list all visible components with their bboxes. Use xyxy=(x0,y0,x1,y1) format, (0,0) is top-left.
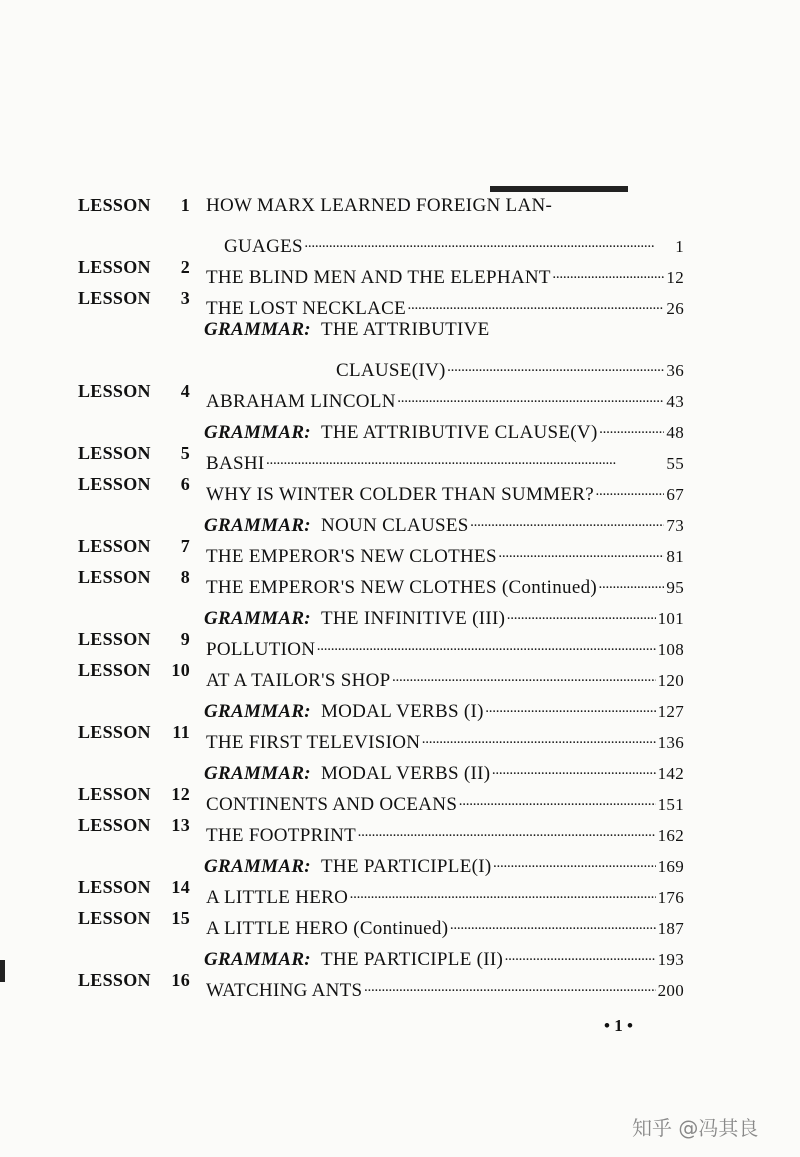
page-number: 108 xyxy=(657,640,684,659)
lesson-label: LESSON xyxy=(78,257,151,277)
page-number: 81 xyxy=(666,547,684,566)
lesson-label: LESSON xyxy=(78,195,151,215)
toc-row xyxy=(78,469,684,505)
toc-row xyxy=(78,283,684,319)
toc-row xyxy=(78,376,684,412)
dot-leader xyxy=(486,686,656,717)
page-number: 162 xyxy=(657,826,684,845)
toc-row xyxy=(78,779,684,815)
page-number: 127 xyxy=(657,702,684,721)
edge-mark xyxy=(0,960,5,982)
lesson-number: 4 xyxy=(180,381,190,401)
page-number: 36 xyxy=(666,361,684,380)
grammar-label: GRAMMAR: xyxy=(204,319,311,340)
table-of-contents xyxy=(78,190,684,1001)
lesson-number: 6 xyxy=(180,474,190,494)
page-number: 151 xyxy=(657,795,684,814)
entry-title: THE BLIND MEN AND THE ELEPHANT xyxy=(206,267,551,288)
entry-title: A LITTLE HERO xyxy=(206,887,349,908)
toc-row xyxy=(78,438,684,474)
page-number: 101 xyxy=(657,609,684,628)
page-folio: • 1 • xyxy=(604,1016,633,1035)
toc-row xyxy=(78,593,684,629)
lesson-number: 14 xyxy=(171,877,190,897)
entry-title: HOW MARX LEARNED FOREIGN LAN- xyxy=(206,195,553,216)
page-number: 200 xyxy=(657,981,684,1000)
dot-leader xyxy=(553,252,665,283)
entry-title: THE FOOTPRINT xyxy=(206,825,357,846)
dot-leader xyxy=(494,841,656,872)
toc-entry xyxy=(206,190,684,221)
page-number: 73 xyxy=(666,516,684,535)
entry-title: MODAL VERBS (II) xyxy=(320,763,491,784)
page-number: 193 xyxy=(657,950,684,969)
toc-row xyxy=(78,748,684,784)
lesson-label: LESSON xyxy=(78,381,151,401)
page-number: 26 xyxy=(666,299,684,318)
grammar-label: GRAMMAR: xyxy=(204,422,311,443)
toc-row xyxy=(78,345,684,381)
toc-row xyxy=(78,872,684,908)
lesson-number: 7 xyxy=(180,536,190,556)
dot-leader xyxy=(505,934,655,965)
page-number: 187 xyxy=(657,919,684,938)
entry-title: THE PARTICIPLE (II) xyxy=(320,949,504,970)
entry-title: THE FIRST TELEVISION xyxy=(206,732,421,753)
lesson-number: 12 xyxy=(171,784,190,804)
dot-leader xyxy=(596,469,664,500)
grammar-label: GRAMMAR: xyxy=(204,701,311,722)
dot-leader xyxy=(599,562,664,593)
entry-title: WHY IS WINTER COLDER THAN SUMMER? xyxy=(206,484,594,505)
dot-leader xyxy=(267,438,665,469)
toc-row xyxy=(78,221,684,257)
page-number: 120 xyxy=(657,671,684,690)
entry-title: WATCHING ANTS xyxy=(206,980,363,1001)
dot-leader xyxy=(492,748,655,779)
page-number: 12 xyxy=(666,268,684,287)
dot-leader xyxy=(448,345,665,376)
entry-title: BASHI xyxy=(206,453,265,474)
toc-row xyxy=(78,314,684,345)
lesson-number: 11 xyxy=(172,722,190,742)
entry-title: GUAGES xyxy=(224,236,303,257)
dot-leader xyxy=(471,500,665,531)
lesson-label: LESSON xyxy=(78,536,151,556)
toc-row xyxy=(78,190,684,221)
lesson-number: 13 xyxy=(171,815,190,835)
toc-row xyxy=(78,655,684,691)
dot-leader xyxy=(393,655,656,686)
entry-title: CLAUSE(IV) xyxy=(336,360,446,381)
dot-leader xyxy=(422,717,655,748)
toc-row xyxy=(78,562,684,598)
toc-row xyxy=(78,531,684,567)
page-number: 142 xyxy=(657,764,684,783)
lesson-label: LESSON xyxy=(78,567,151,587)
grammar-label: GRAMMAR: xyxy=(204,949,311,970)
dot-leader xyxy=(364,965,655,996)
page-number: 1 xyxy=(675,237,684,256)
lesson-number: 9 xyxy=(180,629,190,649)
toc-row xyxy=(78,934,684,970)
dot-leader xyxy=(408,283,664,314)
entry-title: THE ATTRIBUTIVE xyxy=(320,319,490,340)
page-number: 48 xyxy=(666,423,684,442)
toc-row xyxy=(78,624,684,660)
entry-title: CONTINENTS AND OCEANS xyxy=(206,794,458,815)
lesson-label: LESSON xyxy=(78,877,151,897)
page-number: 43 xyxy=(666,392,684,411)
toc-row xyxy=(78,810,684,846)
entry-title: NOUN CLAUSES xyxy=(320,515,469,536)
lesson-label: LESSON xyxy=(78,629,151,649)
dot-leader xyxy=(317,624,655,655)
lesson-label: LESSON xyxy=(78,474,151,494)
entry-title: THE EMPEROR'S NEW CLOTHES xyxy=(206,546,497,567)
page-number: 169 xyxy=(657,857,684,876)
lesson-label: LESSON xyxy=(78,815,151,835)
lesson-number: 8 xyxy=(180,567,190,587)
toc-entry xyxy=(206,965,684,1006)
lesson-number: 2 xyxy=(180,257,190,277)
page-number: 67 xyxy=(666,485,684,504)
dot-leader xyxy=(499,531,665,562)
lesson-number: 15 xyxy=(171,908,190,928)
entry-title: AT A TAILOR'S SHOP xyxy=(206,670,391,691)
page-number: 136 xyxy=(657,733,684,752)
entry-title: THE INFINITIVE (III) xyxy=(320,608,506,629)
entry-title: THE ATTRIBUTIVE CLAUSE(V) xyxy=(320,422,598,443)
grammar-label: GRAMMAR: xyxy=(204,856,311,877)
lesson-label: LESSON xyxy=(78,784,151,804)
dot-leader xyxy=(305,221,673,252)
toc-row xyxy=(78,965,684,1001)
dot-leader xyxy=(507,593,655,624)
dot-leader xyxy=(450,903,655,934)
entry-title: ABRAHAM LINCOLN xyxy=(206,391,396,412)
dot-leader xyxy=(398,376,665,407)
lesson-label: LESSON xyxy=(78,443,151,463)
lesson-label: LESSON xyxy=(78,722,151,742)
entry-title: THE EMPEROR'S NEW CLOTHES (Continued) xyxy=(206,577,597,598)
toc-row xyxy=(78,500,684,536)
dot-leader xyxy=(350,872,655,903)
grammar-label: GRAMMAR: xyxy=(204,515,311,536)
grammar-label: GRAMMAR: xyxy=(204,763,311,784)
watermark: 知乎 @冯其良 xyxy=(632,1116,759,1140)
lesson-number: 3 xyxy=(180,288,190,308)
entry-title: THE LOST NECKLACE xyxy=(206,298,407,319)
entry-title: A LITTLE HERO (Continued) xyxy=(206,918,449,939)
toc-entry xyxy=(204,314,684,345)
lesson-label: LESSON xyxy=(78,660,151,680)
dot-leader xyxy=(459,779,655,810)
toc-row xyxy=(78,686,684,722)
page-number: 176 xyxy=(657,888,684,907)
page-number: 95 xyxy=(666,578,684,597)
toc-row xyxy=(78,717,684,753)
grammar-label: GRAMMAR: xyxy=(204,608,311,629)
toc-row xyxy=(78,407,684,443)
lesson-label: LESSON xyxy=(78,970,151,990)
entry-title: MODAL VERBS (I) xyxy=(320,701,484,722)
entry-title: POLLUTION xyxy=(206,639,316,660)
dot-leader xyxy=(600,407,665,438)
lesson-number: 16 xyxy=(171,970,190,990)
toc-row xyxy=(78,903,684,939)
entry-title: THE PARTICIPLE(I) xyxy=(320,856,492,877)
lesson-number: 5 xyxy=(180,443,190,463)
toc-row xyxy=(78,252,684,288)
dot-leader xyxy=(358,810,656,841)
lesson-label: LESSON xyxy=(78,908,151,928)
toc-row xyxy=(78,841,684,877)
lesson-number: 1 xyxy=(180,195,190,215)
page-number: 55 xyxy=(666,454,684,473)
lesson-number: 10 xyxy=(171,660,190,680)
lesson-label: LESSON xyxy=(78,288,151,308)
